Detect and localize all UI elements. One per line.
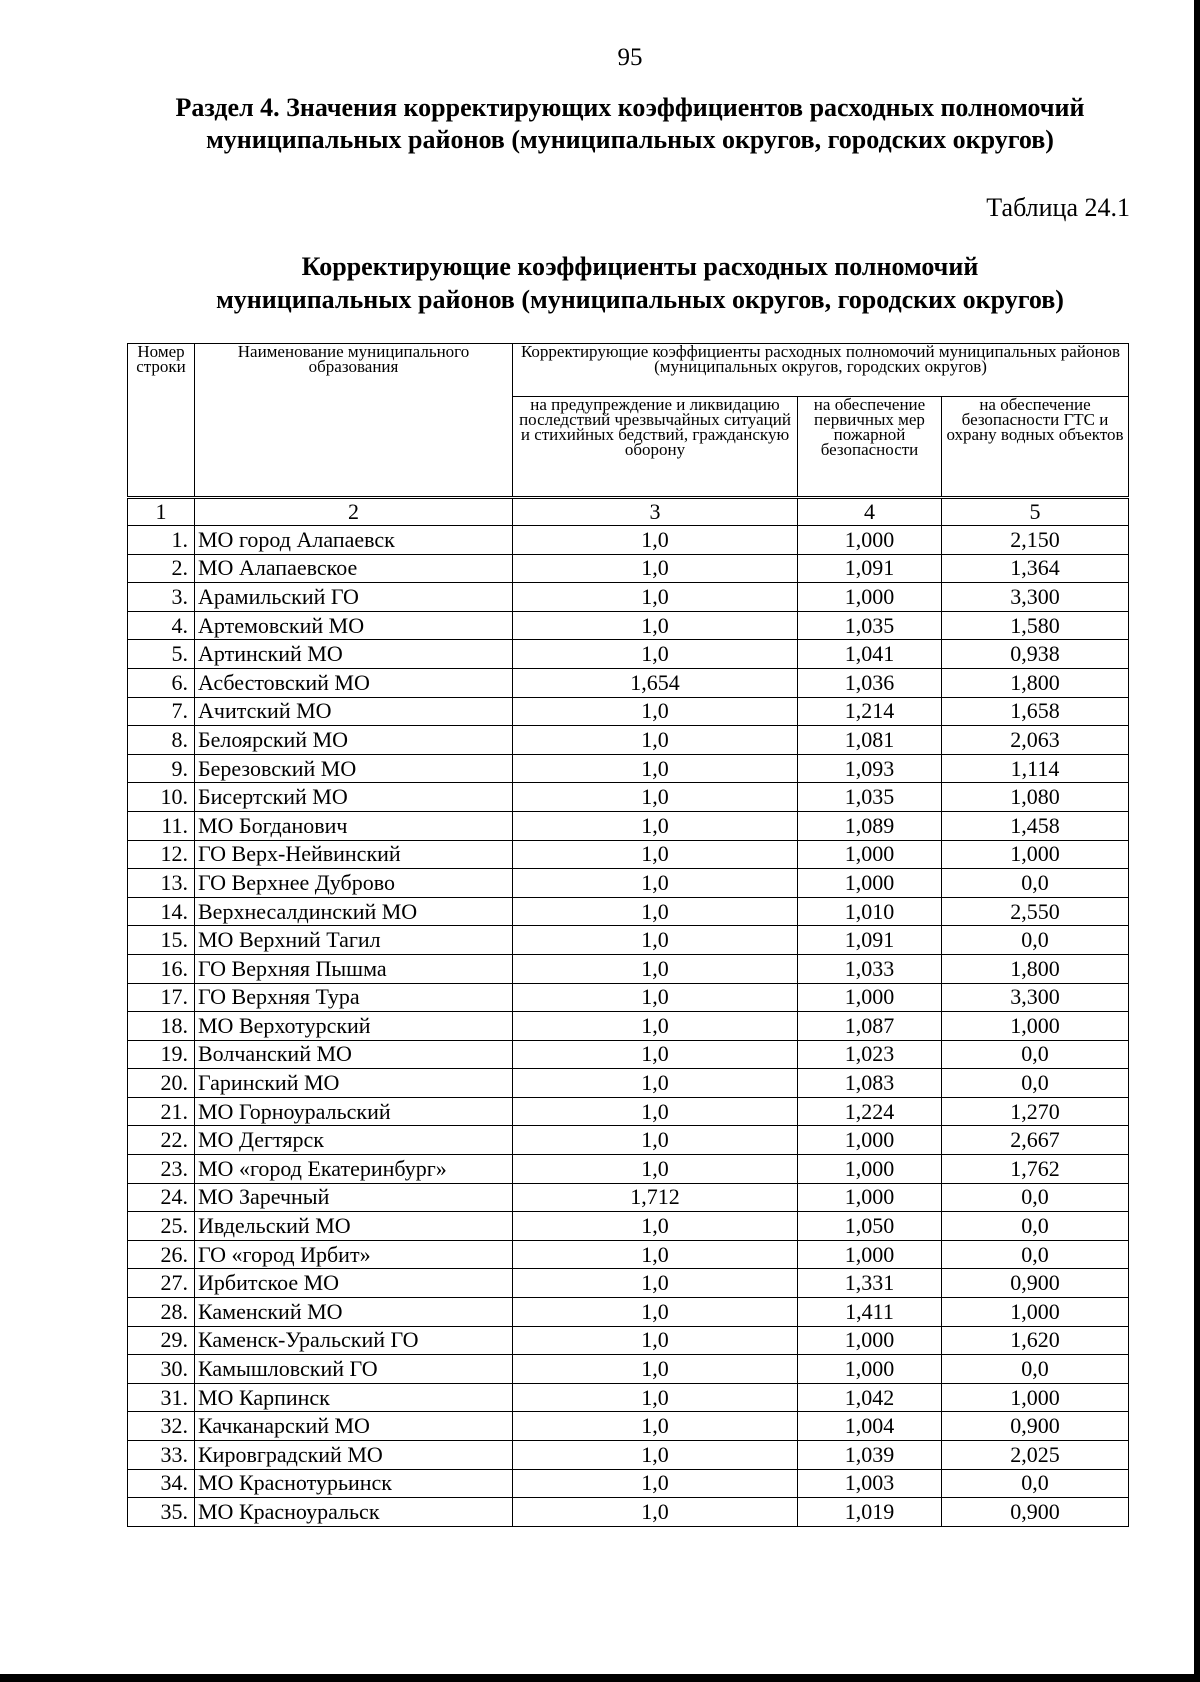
hydro-safety-coefficient-cell: 1,000	[942, 1012, 1129, 1041]
municipality-name-cell: МО Горноуральский	[195, 1097, 513, 1126]
emergencies-coefficient-cell: 1,0	[513, 754, 798, 783]
emergencies-coefficient-cell: 1,0	[513, 583, 798, 612]
fire-safety-coefficient-cell: 1,000	[798, 1126, 942, 1155]
table-row	[128, 1012, 1129, 1041]
row-number-cell: 17.	[128, 983, 195, 1012]
row-number-cell: 10.	[128, 783, 195, 812]
column-number: 2	[195, 498, 513, 526]
row-number-cell: 11.	[128, 811, 195, 840]
hydro-safety-coefficient-cell: 1,080	[942, 783, 1129, 812]
municipality-name-cell: Артемовский МО	[195, 611, 513, 640]
coefficients-table	[127, 343, 1129, 1527]
emergencies-coefficient-cell: 1,0	[513, 554, 798, 583]
table-row	[128, 1183, 1129, 1212]
hydro-safety-coefficient-cell: 1,762	[942, 1155, 1129, 1184]
fire-safety-coefficient-cell: 1,010	[798, 897, 942, 926]
table-row	[128, 1126, 1129, 1155]
table-row	[128, 726, 1129, 755]
fire-safety-coefficient-cell: 1,035	[798, 783, 942, 812]
municipality-name-cell: Качканарский МО	[195, 1412, 513, 1441]
row-number-cell: 15.	[128, 926, 195, 955]
table-row	[128, 783, 1129, 812]
header-coefficients-group: Корректирующие коэффициенты расходных полномочий муниципальных районов (муниципальных округов, городских округов)	[513, 344, 1129, 397]
municipality-name-cell: Гаринский МО	[195, 1069, 513, 1098]
table-title-line-1: Корректирующие коэффициенты расходных полномочий	[301, 252, 979, 281]
municipality-name-cell: Асбестовский МО	[195, 668, 513, 697]
row-number-cell: 34.	[128, 1469, 195, 1498]
municipality-name-cell: ГО Верхняя Тура	[195, 983, 513, 1012]
row-number-cell: 27.	[128, 1269, 195, 1298]
municipality-name-cell: ГО Верхняя Пышма	[195, 954, 513, 983]
emergencies-coefficient-cell: 1,0	[513, 1383, 798, 1412]
table-row	[128, 1383, 1129, 1412]
municipality-name-cell: МО Верхотурский	[195, 1012, 513, 1041]
page-border-bottom	[0, 1674, 1200, 1682]
table-row	[128, 611, 1129, 640]
row-number-cell: 7.	[128, 697, 195, 726]
emergencies-coefficient-cell: 1,0	[513, 726, 798, 755]
emergencies-coefficient-cell: 1,0	[513, 983, 798, 1012]
hydro-safety-coefficient-cell: 0,900	[942, 1269, 1129, 1298]
table-row	[128, 926, 1129, 955]
table-number: Таблица 24.1	[986, 193, 1130, 222]
fire-safety-coefficient-cell: 1,000	[798, 1355, 942, 1384]
hydro-safety-coefficient-cell: 2,150	[942, 526, 1129, 555]
emergencies-coefficient-cell: 1,0	[513, 1355, 798, 1384]
hydro-safety-coefficient-cell: 0,900	[942, 1412, 1129, 1441]
municipality-name-cell: Волчанский МО	[195, 1040, 513, 1069]
hydro-safety-coefficient-cell: 0,0	[942, 1240, 1129, 1269]
fire-safety-coefficient-cell: 1,003	[798, 1469, 942, 1498]
table-row	[128, 840, 1129, 869]
hydro-safety-coefficient-cell: 1,800	[942, 668, 1129, 697]
column-number: 1	[128, 498, 195, 526]
municipality-name-cell: Каменск-Уральский ГО	[195, 1326, 513, 1355]
table-row	[128, 526, 1129, 555]
page-border-right	[1194, 0, 1200, 1682]
row-number-cell: 29.	[128, 1326, 195, 1355]
municipality-name-cell: Камышловский ГО	[195, 1355, 513, 1384]
fire-safety-coefficient-cell: 1,214	[798, 697, 942, 726]
header-hydro-safety: на обеспечение безопасности ГТС и охрану водных объектов	[942, 397, 1129, 498]
municipality-name-cell: Белоярский МО	[195, 726, 513, 755]
hydro-safety-coefficient-cell: 1,800	[942, 954, 1129, 983]
row-number-cell: 30.	[128, 1355, 195, 1384]
municipality-name-cell: МО Верхний Тагил	[195, 926, 513, 955]
fire-safety-coefficient-cell: 1,039	[798, 1441, 942, 1470]
table-row	[128, 1326, 1129, 1355]
emergencies-coefficient-cell: 1,0	[513, 1126, 798, 1155]
emergencies-coefficient-cell: 1,0	[513, 1240, 798, 1269]
table-row	[128, 1498, 1129, 1527]
table-row	[128, 1269, 1129, 1298]
table-row	[128, 1355, 1129, 1384]
row-number-cell: 12.	[128, 840, 195, 869]
fire-safety-coefficient-cell: 1,224	[798, 1097, 942, 1126]
hydro-safety-coefficient-cell: 1,658	[942, 697, 1129, 726]
emergencies-coefficient-cell: 1,0	[513, 954, 798, 983]
fire-safety-coefficient-cell: 1,000	[798, 1155, 942, 1184]
fire-safety-coefficient-cell: 1,000	[798, 1326, 942, 1355]
hydro-safety-coefficient-cell: 0,0	[942, 1040, 1129, 1069]
hydro-safety-coefficient-cell: 1,000	[942, 840, 1129, 869]
fire-safety-coefficient-cell: 1,041	[798, 640, 942, 669]
emergencies-coefficient-cell: 1,0	[513, 526, 798, 555]
fire-safety-coefficient-cell: 1,089	[798, 811, 942, 840]
hydro-safety-coefficient-cell: 2,667	[942, 1126, 1129, 1155]
header-municipality-name: Наименование муниципального образования	[195, 344, 513, 498]
row-number-cell: 35.	[128, 1498, 195, 1527]
column-number: 3	[513, 498, 798, 526]
column-number-row	[128, 498, 1129, 526]
municipality-name-cell: Ирбитское МО	[195, 1269, 513, 1298]
row-number-cell: 18.	[128, 1012, 195, 1041]
table-body	[128, 526, 1129, 1527]
row-number-cell: 6.	[128, 668, 195, 697]
table-row	[128, 668, 1129, 697]
emergencies-coefficient-cell: 1,0	[513, 1012, 798, 1041]
table-row	[128, 1441, 1129, 1470]
row-number-cell: 33.	[128, 1441, 195, 1470]
header-emergencies: на предупреждение и ликвидацию последствий чрезвычайных ситуаций и стихийных бедствий, гражданскую оборону	[513, 397, 798, 498]
emergencies-coefficient-cell: 1,0	[513, 897, 798, 926]
hydro-safety-coefficient-cell: 3,300	[942, 583, 1129, 612]
fire-safety-coefficient-cell: 1,035	[798, 611, 942, 640]
emergencies-coefficient-cell: 1,0	[513, 1097, 798, 1126]
section-heading-line-2: муниципальных районов (муниципальных округов, городских округов)	[206, 125, 1054, 154]
hydro-safety-coefficient-cell: 1,114	[942, 754, 1129, 783]
municipality-name-cell: МО Краснотурьинск	[195, 1469, 513, 1498]
emergencies-coefficient-cell: 1,0	[513, 1326, 798, 1355]
hydro-safety-coefficient-cell: 1,364	[942, 554, 1129, 583]
emergencies-coefficient-cell: 1,0	[513, 1498, 798, 1527]
table-row	[128, 1412, 1129, 1441]
row-number-cell: 21.	[128, 1097, 195, 1126]
table-row	[128, 697, 1129, 726]
emergencies-coefficient-cell: 1,0	[513, 697, 798, 726]
fire-safety-coefficient-cell: 1,050	[798, 1212, 942, 1241]
fire-safety-coefficient-cell: 1,000	[798, 983, 942, 1012]
table-row	[128, 811, 1129, 840]
fire-safety-coefficient-cell: 1,087	[798, 1012, 942, 1041]
table-row	[128, 1298, 1129, 1327]
emergencies-coefficient-cell: 1,712	[513, 1183, 798, 1212]
emergencies-coefficient-cell: 1,0	[513, 1155, 798, 1184]
column-number: 5	[942, 498, 1129, 526]
hydro-safety-coefficient-cell: 3,300	[942, 983, 1129, 1012]
fire-safety-coefficient-cell: 1,091	[798, 926, 942, 955]
hydro-safety-coefficient-cell: 1,620	[942, 1326, 1129, 1355]
municipality-name-cell: МО Карпинск	[195, 1383, 513, 1412]
fire-safety-coefficient-cell: 1,000	[798, 1183, 942, 1212]
table-row	[128, 1469, 1129, 1498]
fire-safety-coefficient-cell: 1,042	[798, 1383, 942, 1412]
table-row	[128, 897, 1129, 926]
emergencies-coefficient-cell: 1,0	[513, 640, 798, 669]
municipality-name-cell: Ачитский МО	[195, 697, 513, 726]
emergencies-coefficient-cell: 1,0	[513, 1269, 798, 1298]
section-heading	[110, 92, 1150, 156]
row-number-cell: 22.	[128, 1126, 195, 1155]
hydro-safety-coefficient-cell: 0,0	[942, 1183, 1129, 1212]
row-number-cell: 2.	[128, 554, 195, 583]
fire-safety-coefficient-cell: 1,331	[798, 1269, 942, 1298]
emergencies-coefficient-cell: 1,0	[513, 611, 798, 640]
table-row	[128, 1240, 1129, 1269]
municipality-name-cell: Бисертский МО	[195, 783, 513, 812]
table-row	[128, 1040, 1129, 1069]
fire-safety-coefficient-cell: 1,083	[798, 1069, 942, 1098]
emergencies-coefficient-cell: 1,0	[513, 840, 798, 869]
fire-safety-coefficient-cell: 1,081	[798, 726, 942, 755]
row-number-cell: 8.	[128, 726, 195, 755]
emergencies-coefficient-cell: 1,0	[513, 926, 798, 955]
fire-safety-coefficient-cell: 1,000	[798, 583, 942, 612]
section-heading-line-1: Раздел 4. Значения корректирующих коэффициентов расходных полномочий	[175, 93, 1085, 122]
row-number-cell: 16.	[128, 954, 195, 983]
municipality-name-cell: Артинский МО	[195, 640, 513, 669]
row-number-cell: 28.	[128, 1298, 195, 1327]
municipality-name-cell: МО Дегтярск	[195, 1126, 513, 1155]
hydro-safety-coefficient-cell: 0,0	[942, 1469, 1129, 1498]
fire-safety-coefficient-cell: 1,000	[798, 869, 942, 898]
emergencies-coefficient-cell: 1,0	[513, 1212, 798, 1241]
row-number-cell: 25.	[128, 1212, 195, 1241]
hydro-safety-coefficient-cell: 1,000	[942, 1383, 1129, 1412]
municipality-name-cell: МО «город Екатеринбург»	[195, 1155, 513, 1184]
fire-safety-coefficient-cell: 1,004	[798, 1412, 942, 1441]
table-row	[128, 1155, 1129, 1184]
table-title	[140, 250, 1140, 316]
fire-safety-coefficient-cell: 1,000	[798, 526, 942, 555]
row-number-cell: 4.	[128, 611, 195, 640]
municipality-name-cell: МО Заречный	[195, 1183, 513, 1212]
fire-safety-coefficient-cell: 1,411	[798, 1298, 942, 1327]
emergencies-coefficient-cell: 1,0	[513, 1069, 798, 1098]
municipality-name-cell: Ивдельский МО	[195, 1212, 513, 1241]
emergencies-coefficient-cell: 1,0	[513, 1412, 798, 1441]
municipality-name-cell: Кировградский МО	[195, 1441, 513, 1470]
hydro-safety-coefficient-cell: 0,900	[942, 1498, 1129, 1527]
hydro-safety-coefficient-cell: 2,063	[942, 726, 1129, 755]
table-title-line-2: муниципальных районов (муниципальных округов, городских округов)	[216, 285, 1064, 314]
row-number-cell: 3.	[128, 583, 195, 612]
hydro-safety-coefficient-cell: 2,550	[942, 897, 1129, 926]
emergencies-coefficient-cell: 1,0	[513, 1040, 798, 1069]
hydro-safety-coefficient-cell: 0,0	[942, 926, 1129, 955]
emergencies-coefficient-cell: 1,0	[513, 869, 798, 898]
row-number-cell: 32.	[128, 1412, 195, 1441]
fire-safety-coefficient-cell: 1,093	[798, 754, 942, 783]
hydro-safety-coefficient-cell: 0,0	[942, 1069, 1129, 1098]
municipality-name-cell: Арамильский ГО	[195, 583, 513, 612]
table-row	[128, 954, 1129, 983]
table-row	[128, 554, 1129, 583]
municipality-name-cell: МО Алапаевское	[195, 554, 513, 583]
header-row-number: Номер строки	[128, 344, 195, 498]
row-number-cell: 31.	[128, 1383, 195, 1412]
fire-safety-coefficient-cell: 1,033	[798, 954, 942, 983]
fire-safety-coefficient-cell: 1,000	[798, 1240, 942, 1269]
row-number-cell: 23.	[128, 1155, 195, 1184]
row-number-cell: 24.	[128, 1183, 195, 1212]
row-number-cell: 9.	[128, 754, 195, 783]
table-row	[128, 1069, 1129, 1098]
municipality-name-cell: МО Богданович	[195, 811, 513, 840]
fire-safety-coefficient-cell: 1,000	[798, 840, 942, 869]
fire-safety-coefficient-cell: 1,091	[798, 554, 942, 583]
column-number: 4	[798, 498, 942, 526]
table-row	[128, 1097, 1129, 1126]
municipality-name-cell: Верхнесалдинский МО	[195, 897, 513, 926]
emergencies-coefficient-cell: 1,0	[513, 783, 798, 812]
municipality-name-cell: Березовский МО	[195, 754, 513, 783]
page-number: 95	[617, 44, 643, 71]
table-row	[128, 1212, 1129, 1241]
emergencies-coefficient-cell: 1,0	[513, 1441, 798, 1470]
fire-safety-coefficient-cell: 1,019	[798, 1498, 942, 1527]
row-number-cell: 13.	[128, 869, 195, 898]
row-number-cell: 1.	[128, 526, 195, 555]
row-number-cell: 26.	[128, 1240, 195, 1269]
hydro-safety-coefficient-cell: 1,000	[942, 1298, 1129, 1327]
fire-safety-coefficient-cell: 1,036	[798, 668, 942, 697]
emergencies-coefficient-cell: 1,0	[513, 1469, 798, 1498]
municipality-name-cell: МО город Алапаевск	[195, 526, 513, 555]
hydro-safety-coefficient-cell: 2,025	[942, 1441, 1129, 1470]
hydro-safety-coefficient-cell: 1,270	[942, 1097, 1129, 1126]
row-number-cell: 19.	[128, 1040, 195, 1069]
table-row	[128, 583, 1129, 612]
header-fire-safety: на обеспечение первичных мер пожарной безопасности	[798, 397, 942, 498]
hydro-safety-coefficient-cell: 0,0	[942, 1355, 1129, 1384]
municipality-name-cell: ГО Верх-Нейвинский	[195, 840, 513, 869]
emergencies-coefficient-cell: 1,654	[513, 668, 798, 697]
table-row	[128, 869, 1129, 898]
fire-safety-coefficient-cell: 1,023	[798, 1040, 942, 1069]
municipality-name-cell: ГО Верхнее Дуброво	[195, 869, 513, 898]
municipality-name-cell: МО Красноуральск	[195, 1498, 513, 1527]
emergencies-coefficient-cell: 1,0	[513, 811, 798, 840]
hydro-safety-coefficient-cell: 1,580	[942, 611, 1129, 640]
row-number-cell: 14.	[128, 897, 195, 926]
municipality-name-cell: Каменский МО	[195, 1298, 513, 1327]
table-row	[128, 983, 1129, 1012]
row-number-cell: 5.	[128, 640, 195, 669]
table-row	[128, 754, 1129, 783]
municipality-name-cell: ГО «город Ирбит»	[195, 1240, 513, 1269]
hydro-safety-coefficient-cell: 1,458	[942, 811, 1129, 840]
hydro-safety-coefficient-cell: 0,938	[942, 640, 1129, 669]
emergencies-coefficient-cell: 1,0	[513, 1298, 798, 1327]
hydro-safety-coefficient-cell: 0,0	[942, 869, 1129, 898]
table-row	[128, 640, 1129, 669]
hydro-safety-coefficient-cell: 0,0	[942, 1212, 1129, 1241]
row-number-cell: 20.	[128, 1069, 195, 1098]
